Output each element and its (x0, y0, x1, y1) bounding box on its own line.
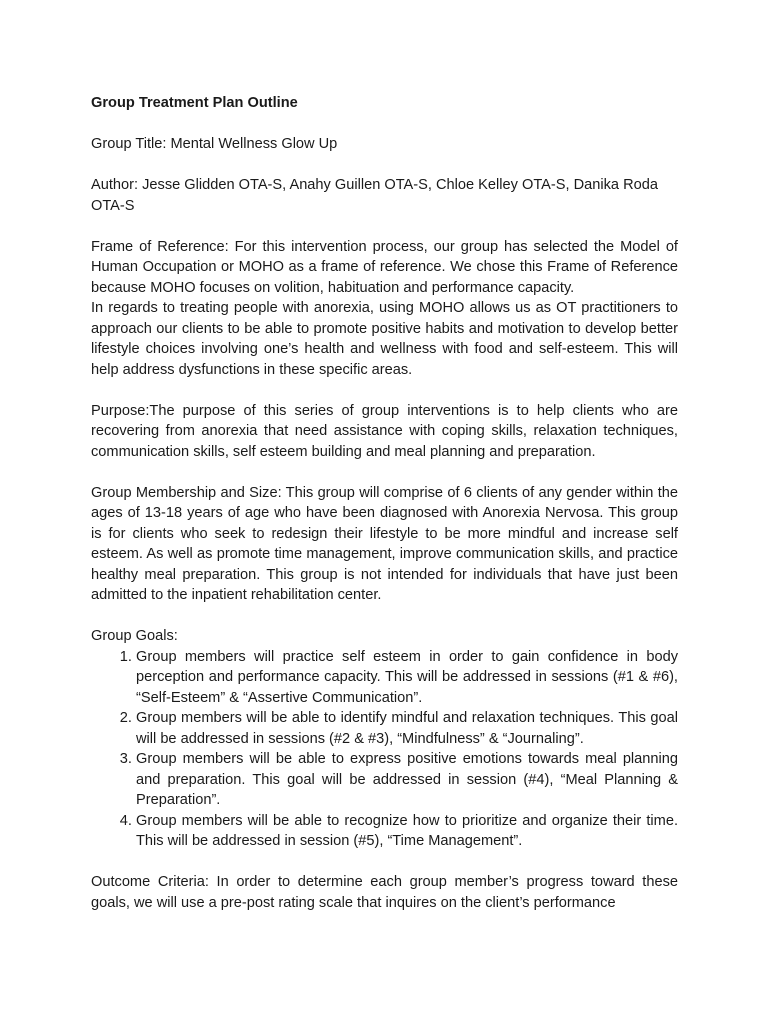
goal-item: 2. Group members will be able to identify mindful and relaxation techniques. This goal will be addressed in sessions (#2 & #3), “Mindfulness” & “Journaling”. (136, 708, 678, 749)
goal-item: 3. Group members will be able to express positive emotions towards meal planning and preparation. This goal will be addressed in session (#4), “Meal Planning & Preparation”. (136, 749, 678, 811)
membership-paragraph: Group Membership and Size: This group will comprise of 6 clients of any gender within the ages of 13-18 years of age who have been diagnosed with Anorexia Nervosa. This group is for clients who seek to redesign their lifestyle to be more mindful and increase self esteem. As well as promote time management, improve communication skills, and practice healthy meal preparation. This group is not intended for individuals that have just been admitted to the inpatient rehabilitation center. (91, 484, 678, 603)
goals-list (91, 647, 678, 852)
purpose-paragraph: Purpose:The purpose of this series of group interventions is to help clients who are recovering from anorexia that need assistance with coping skills, relaxation techniques, communication skills, self esteem building and meal planning and preparation. (91, 402, 678, 460)
frame-of-reference-section (91, 237, 678, 381)
document-page (91, 93, 678, 934)
goal-item: 1. Group members will practice self esteem in order to gain confidence in body perception and performance capacity. This will be addressed in sessions (#1 & #6), “Self-Esteem” & “Assertive Communication”. (136, 647, 678, 709)
frame-of-reference-paragraph-1: Frame of Reference: For this intervention process, our group has selected the Model of Human Occupation or MOHO as a frame of reference. We chose this Frame of Reference because MOHO focuses on volition, habituation and performance capacity. (91, 238, 678, 296)
goal-item: 4. Group members will be able to recognize how to prioritize and organize their time. This will be addressed in session (#5), “Time Management”. (136, 811, 678, 852)
frame-of-reference-paragraph-2: In regards to treating people with anorexia, using MOHO allows us as OT practitioners to approach our clients to be able to promote positive habits and motivation to develop better lifestyle choices involving one’s health and wellness with food and self-esteem. This will help address dysfunctions in these specific areas. (91, 300, 678, 378)
group-title: Group Title: Mental Wellness Glow Up (91, 136, 338, 152)
goals-heading: Group Goals: (91, 628, 178, 644)
outcome-criteria-paragraph: Outcome Criteria: In order to determine each group member’s progress toward these goals, we will use a pre-post rating scale that inquires on the client’s performance (91, 874, 678, 911)
author-line: Author: Jesse Glidden OTA-S, Anahy Guillen OTA-S, Chloe Kelley OTA-S, Danika Roda OTA-S (91, 177, 658, 214)
document-heading: Group Treatment Plan Outline (91, 95, 298, 111)
